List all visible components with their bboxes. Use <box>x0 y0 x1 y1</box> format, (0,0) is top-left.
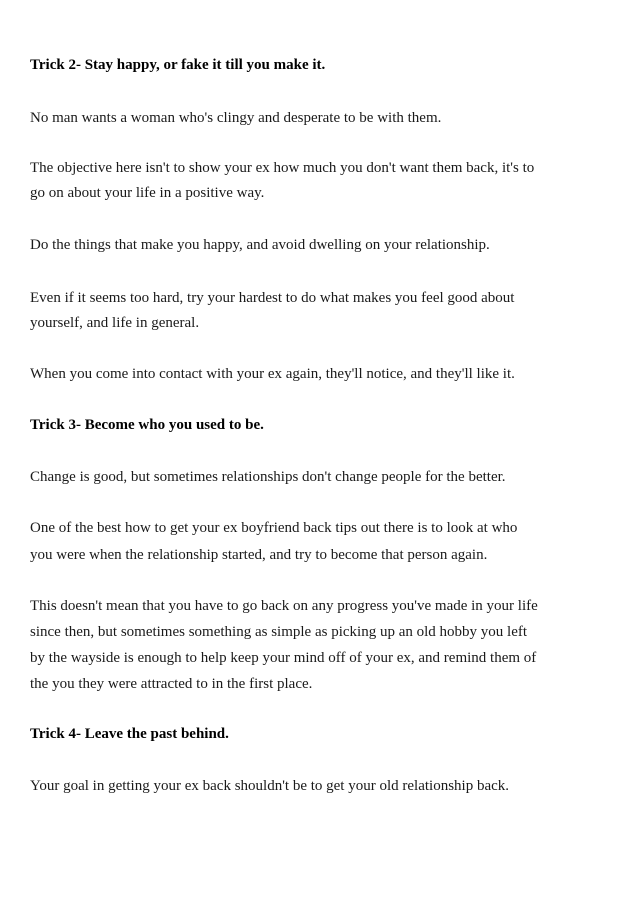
paragraph-best-tips-line-2: you were when the relationship started, and try to become that person again. <box>30 547 488 563</box>
paragraph-even-if-line-1: Even if it seems too hard, try your hardest to do what makes you feel good about <box>30 290 515 306</box>
paragraph-objective-line-2: go on about your life in a positive way. <box>30 185 265 201</box>
paragraph-progress-line-1: This doesn't mean that you have to go back on any progress you've made in your life <box>30 598 538 614</box>
paragraph-progress-line-4: the you they were attracted to in the first place. <box>30 676 313 692</box>
heading-trick-4: Trick 4- Leave the past behind. <box>30 726 229 742</box>
paragraph-objective-line-1: The objective here isn't to show your ex how much you don't want them back, it's to <box>30 160 535 176</box>
paragraph-change: Change is good, but sometimes relationships don't change people for the better. <box>30 469 506 485</box>
paragraph-progress-line-3: by the wayside is enough to help keep your mind off of your ex, and remind them of <box>30 650 537 666</box>
paragraph-clingy: No man wants a woman who's clingy and desperate to be with them. <box>30 110 442 126</box>
paragraph-best-tips-line-1: One of the best how to get your ex boyfriend back tips out there is to look at who <box>30 520 518 536</box>
paragraph-goal: Your goal in getting your ex back shouldn't be to get your old relationship back. <box>30 778 510 794</box>
paragraph-progress-line-2: since then, but sometimes something as simple as picking up an old hobby you left <box>30 624 528 640</box>
heading-trick-2: Trick 2- Stay happy, or fake it till you make it. <box>30 57 326 73</box>
paragraph-even-if-line-2: yourself, and life in general. <box>30 315 200 331</box>
paragraph-contact: When you come into contact with your ex again, they'll notice, and they'll like it. <box>30 366 515 382</box>
heading-trick-3: Trick 3- Become who you used to be. <box>30 417 264 433</box>
paragraph-things-happy: Do the things that make you happy, and avoid dwelling on your relationship. <box>30 237 490 253</box>
